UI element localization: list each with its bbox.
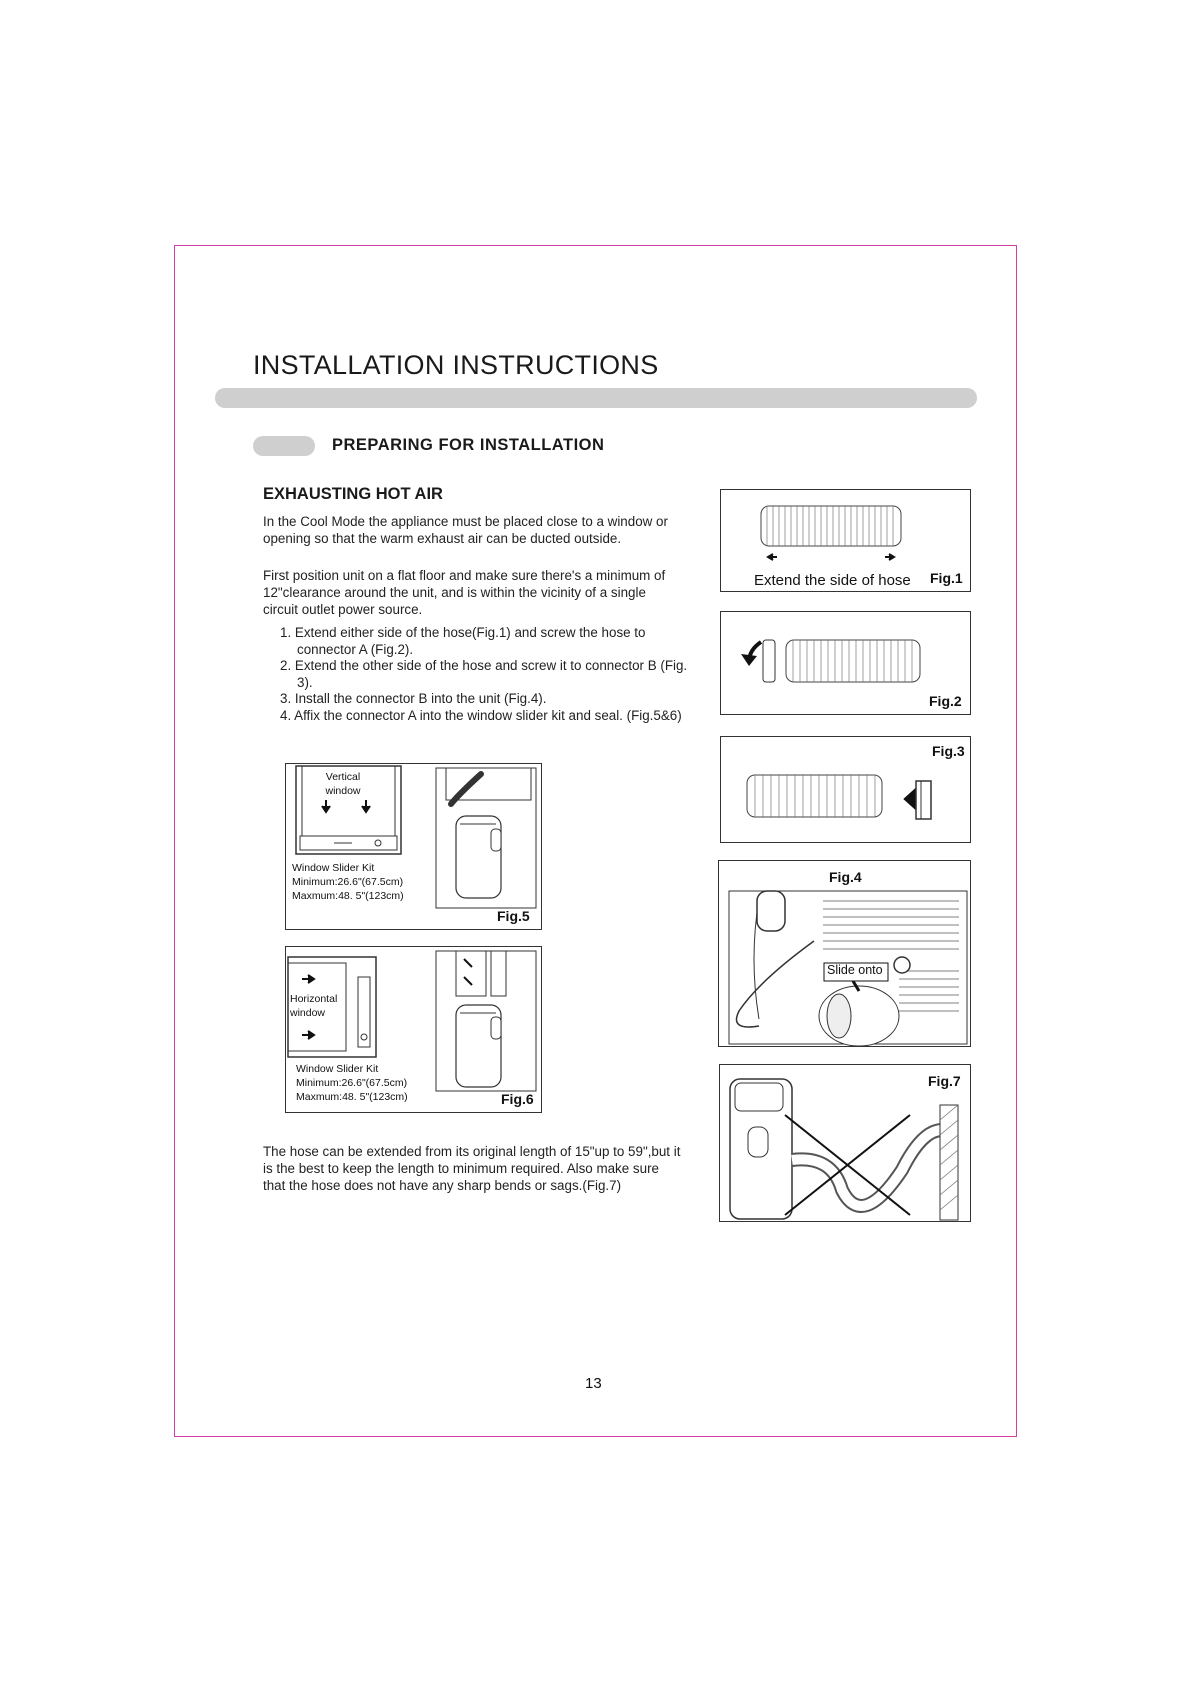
step-item: 2. Extend the other side of the hose and screw it to connector B (Fig. 3).	[280, 658, 688, 690]
figure-label: Fig.7	[928, 1073, 961, 1089]
subsection-title: EXHAUSTING HOT AIR	[263, 485, 443, 503]
figure-5	[285, 763, 542, 930]
page-number: 13	[585, 1375, 602, 1392]
step-item: 3. Install the connector B into the unit (Fig.4).	[280, 691, 547, 706]
figure-label: Fig.1	[930, 570, 963, 586]
section-pill-marker	[253, 436, 315, 456]
figure-3	[720, 736, 971, 843]
step-item: 1. Extend either side of the hose(Fig.1) and screw the hose to connector A (Fig.2).	[280, 625, 646, 657]
window-label-line2: window	[290, 1007, 326, 1019]
figure-6	[285, 946, 542, 1113]
figure-caption: Extend the side of hose	[754, 572, 911, 589]
kit-label: Window Slider Kit	[296, 1063, 379, 1075]
title-divider-bar	[215, 388, 977, 408]
kit-label: Window Slider Kit	[292, 862, 375, 874]
kit-maximum: Maxmum:48. 5"(123cm)	[292, 890, 404, 902]
positioning-paragraph: First position unit on a flat floor and make sure there's a minimum of 12"clearance around the unit, and is within the vicinity of a single circuit outlet power source.	[263, 568, 666, 617]
figure-7	[719, 1064, 971, 1222]
kit-maximum: Maxmum:48. 5"(123cm)	[296, 1091, 408, 1103]
kit-minimum: Minimum:26.6"(67.5cm)	[292, 876, 404, 888]
page-title: INSTALLATION INSTRUCTIONS	[253, 350, 659, 380]
section-title: PREPARING FOR INSTALLATION	[332, 436, 605, 454]
figure-label: Fig.2	[929, 693, 962, 709]
figure-2	[720, 611, 971, 715]
window-label-line1: Vertical	[325, 771, 361, 783]
installation-steps	[280, 625, 690, 724]
figure-label: Fig.4	[829, 869, 862, 885]
window-label-line1: Horizontal	[290, 993, 338, 1005]
intro-paragraph: In the Cool Mode the appliance must be placed close to a window or opening so that the warm exhaust air can be ducted outside.	[263, 514, 668, 546]
callout-label: Slide onto	[827, 963, 883, 977]
hose-length-paragraph: The hose can be extended from its original length of 15"up to 59",but it is the best to keep the length to minimum required. Also make sure that the hose does not have any sharp bends or sags.(Fig.7)	[263, 1144, 681, 1193]
hose-into-unit-illustration	[719, 861, 972, 1048]
figure-1	[720, 489, 971, 592]
figure-label: Fig.5	[497, 908, 530, 924]
figure-label: Fig.6	[501, 1091, 534, 1107]
kit-minimum: Minimum:26.6"(67.5cm)	[296, 1077, 408, 1089]
step-item: 4. Affix the connector A into the window slider kit and seal. (Fig.5&6)	[280, 707, 682, 723]
figure-4	[718, 860, 971, 1047]
figure-label: Fig.3	[932, 743, 965, 759]
window-label-line2: window	[325, 785, 361, 797]
